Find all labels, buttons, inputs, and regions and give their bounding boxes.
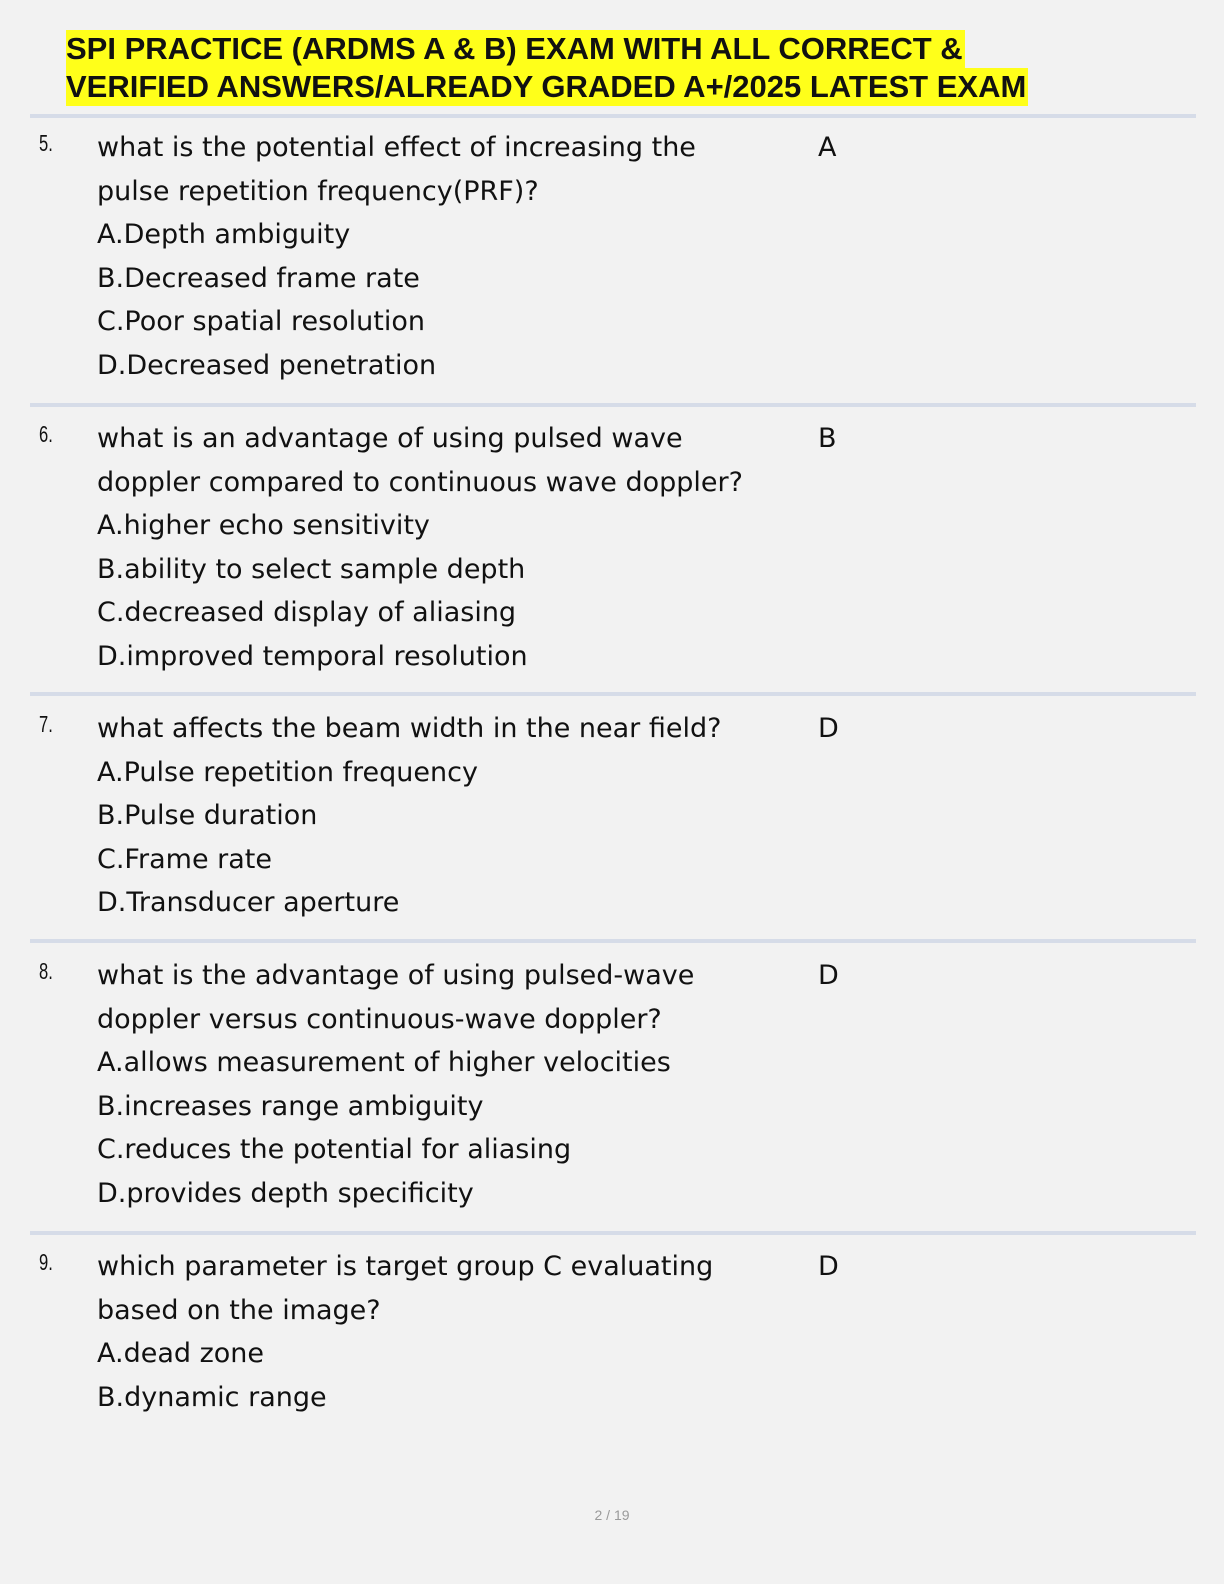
option-d: D.Decreased penetration — [97, 349, 437, 381]
option-a: A.higher echo sensitivity — [97, 510, 430, 541]
question-text — [97, 126, 817, 387]
question-text — [97, 1245, 817, 1419]
question-stem-line: what is the advantage of using pulsed-wave — [97, 960, 695, 991]
separator-8-9 — [30, 1231, 1196, 1235]
question-stem-line: doppler compared to continuous wave doppler? — [97, 466, 743, 498]
option-b: B.Decreased frame rate — [97, 262, 420, 294]
question-text — [97, 707, 817, 925]
question-number: 8. — [39, 958, 53, 984]
question-number: 9. — [39, 1249, 53, 1275]
question-number: 7. — [39, 711, 53, 737]
page-indicator: 2 / 19 — [594, 1507, 630, 1523]
option-c: C.reduces the potential for aliasing — [97, 1134, 572, 1165]
option-b: B.dynamic range — [97, 1381, 327, 1413]
separator-6-7 — [30, 692, 1196, 696]
header-title-line-1: SPI PRACTICE (ARDMS A & B) EXAM WITH ALL CORRECT & — [66, 31, 963, 66]
option-a: A.Pulse repetition frequency — [97, 756, 478, 788]
option-a: A.Depth ambiguity — [97, 219, 351, 250]
option-b: B.ability to select sample depth — [97, 553, 526, 585]
header-title-line-2: VERIFIED ANSWERS/ALREADY GRADED A+/2025 LATEST EXAM — [66, 69, 1027, 104]
option-c: C.Frame rate — [97, 843, 272, 875]
option-a: A.allows measurement of higher velocities — [97, 1047, 671, 1078]
option-b: B.Pulse duration — [97, 800, 318, 831]
question-text — [97, 954, 817, 1215]
answer-key: D — [818, 960, 839, 991]
option-b: B.increases range ambiguity — [97, 1090, 484, 1122]
question-stem-line: pulse repetition frequency(PRF)? — [97, 175, 539, 207]
answer-key: B — [818, 423, 837, 454]
question-stem-line: which parameter is target group C evaluating — [97, 1251, 714, 1282]
question-number: 5. — [39, 130, 53, 156]
answer-key: D — [818, 1251, 839, 1282]
question-stem-line: doppler versus continuous-wave doppler? — [97, 1003, 662, 1035]
question-stem-line: what is the potential effect of increasing the — [97, 132, 696, 163]
answer-key: A — [818, 132, 837, 163]
question-stem-line: based on the image? — [97, 1294, 381, 1326]
option-d: D.Transducer aperture — [97, 887, 400, 918]
question-stem-line: what affects the beam width in the near field? — [97, 713, 722, 744]
question-text — [97, 417, 817, 678]
separator-5-6 — [30, 403, 1196, 407]
question-stem-line: what is an advantage of using pulsed wave — [97, 423, 683, 454]
option-d: D.provides depth specificity — [97, 1177, 474, 1209]
option-d: D.improved temporal resolution — [97, 640, 528, 672]
separator-top — [30, 114, 1196, 118]
answer-key: D — [818, 713, 839, 744]
question-number: 6. — [39, 421, 53, 447]
option-c: C.Poor spatial resolution — [97, 306, 425, 337]
document-header — [66, 30, 1176, 106]
separator-7-8 — [30, 939, 1196, 943]
option-a: A.dead zone — [97, 1338, 265, 1369]
option-c: C.decreased display of aliasing — [97, 597, 517, 628]
